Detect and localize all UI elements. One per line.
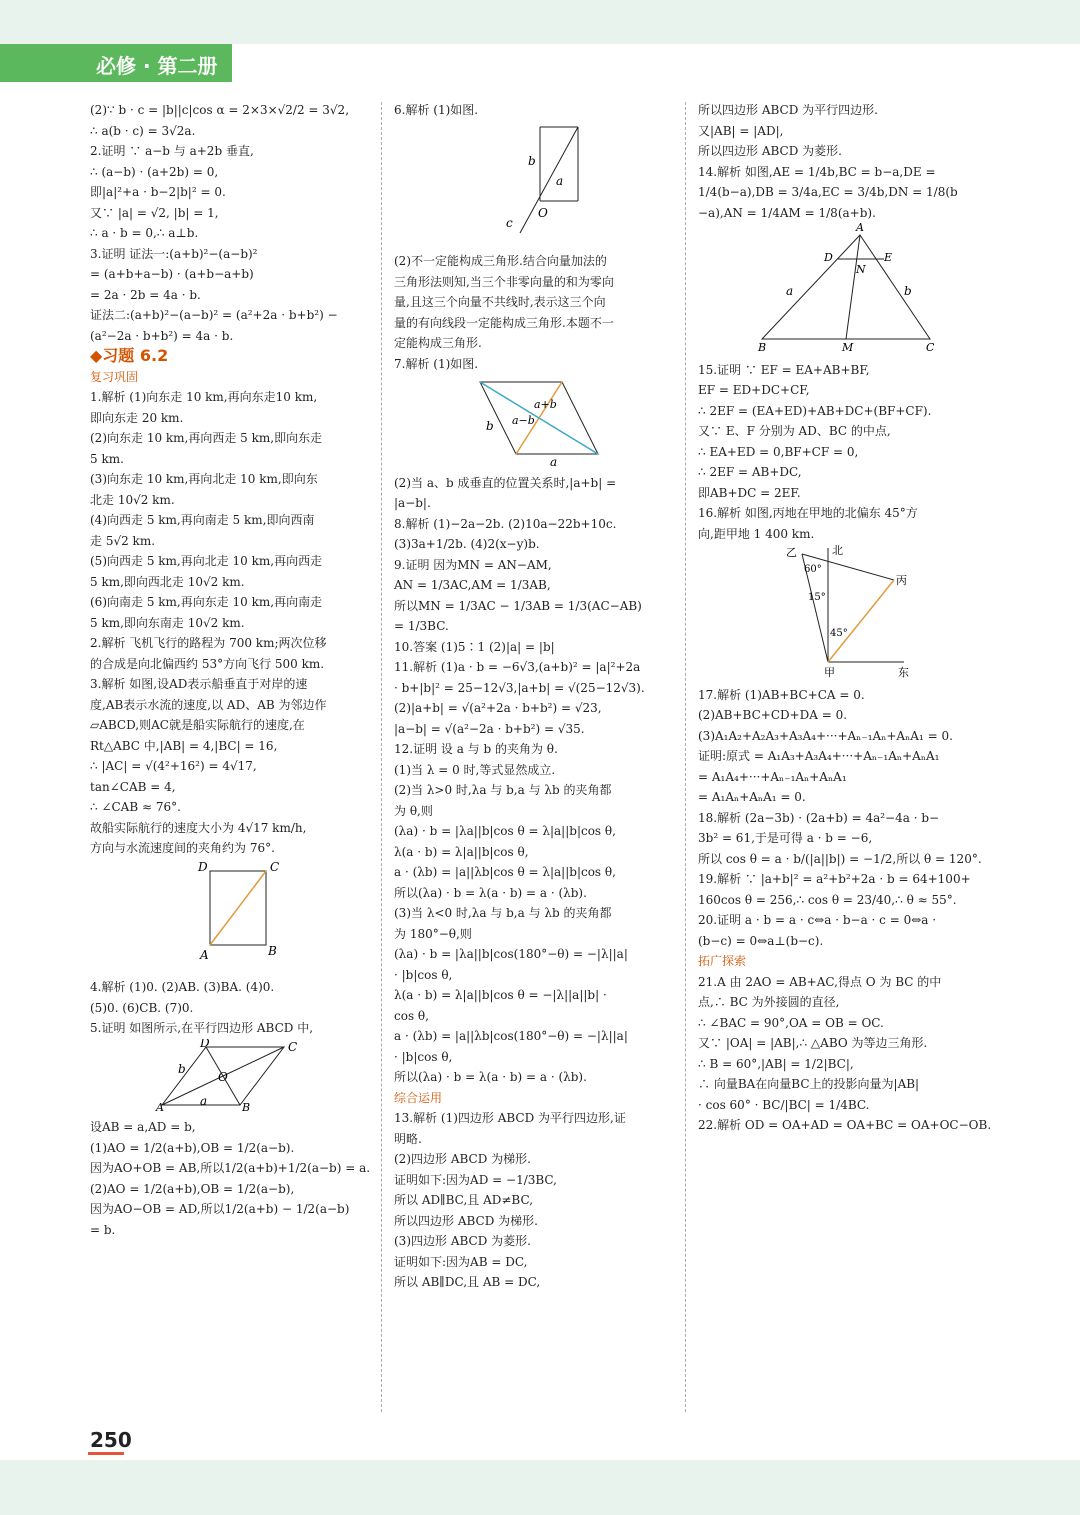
figure-14 [698,223,984,353]
text-line: 13.解析 (1)四边形 ABCD 为平行四边形,证 [394,1111,626,1125]
fig6-c [520,127,578,233]
text-line: · cos 60° · BC/|BC| = 1/4BC. [698,1097,870,1112]
text-line: (1)AO = 1/2(a+b),OB = 1/2(a−b). [90,1140,295,1155]
text-line: (3)四边形 ABCD 为菱形. [394,1234,531,1248]
column-3 [698,100,992,1136]
text-line: 19.解析 ∵ |a+b|² = a²+b²+2a · b = 64+100+ [698,872,971,886]
text-line: ∴ a · b = 0,∴ a⊥b. [90,226,199,240]
text-line: 4.解析 (1)0. (2)AB. (3)BA. (4)0. [90,980,275,994]
text-line: |a−b| = √(a²−2a · b+b²) = √35. [394,721,585,736]
text-line: 5 km. [90,451,124,466]
col2b-lines [394,251,674,374]
text-line: 的合成是向北偏西约 53°方向飞行 500 km. [90,656,325,671]
fig7-label: a [550,455,558,466]
figure-6 [394,121,674,245]
fig5-label: O [218,1069,228,1084]
fig7-label: b [486,419,494,433]
fig5-label: A [156,1100,164,1111]
text-line: ∴ B = 60°,|AB| = 1/2|BC|, [698,1056,854,1071]
text-line: ∴ EA+ED = 0,BF+CF = 0, [698,444,859,459]
text-line: (2)当 a、b 成垂直的位置关系时,|a+b| = [394,475,617,490]
text-line: 方向与水流速度间的夹角约为 76°. [90,841,275,855]
text-line: · |b|cos θ, [394,1049,453,1064]
text-line: (b−c) = 0⇔a⊥(b−c). [698,933,824,948]
column-1 [90,100,371,1240]
text-line: 度,AB表示水流的速度,以 AD、AB 为邻边作 [90,697,327,712]
fig14-label: N [856,263,866,276]
text-line: a · (λb) = |a||λb|cos θ = λ|a||b|cos θ, [394,865,616,879]
text-line: AN = 1/3AC,AM = 1/3AB, [394,578,551,592]
text-line: 所以四边形 ABCD 为平行四边形. [698,103,878,117]
text-line: 复习巩固 [90,369,139,384]
fig5-label: B [242,1100,251,1111]
text-line: EF = ED+DC+CF, [698,383,810,397]
text-line: 故船实际航行的速度大小为 4√17 km/h, [90,820,307,835]
text-line: ∴ 向量BA在向量BC上的投影向量为|AB| [698,1077,920,1091]
fig16-label: 45° [830,628,848,639]
fig6-label: a [556,173,564,188]
text-line: 北走 10√2 km. [90,492,175,507]
col1c-lines [90,1117,371,1240]
text-line: 为 θ,则 [394,803,433,818]
text-line: 1.解析 (1)向东走 10 km,再向东走10 km, [90,390,318,404]
text-line: 22.解析 OD = OA+AD = OA+BC = OA+OC−OB. [698,1118,992,1132]
text-line: 证明:原式 = A₁A₃+A₃A₄+···+Aₙ₋₁Aₙ+AₙA₁ [698,749,940,763]
fig14-label: B [758,341,767,353]
text-line: ▱ABCD,则AC就是船实际航行的速度,在 [90,718,305,732]
text-line: = 1/3BC. [394,619,449,633]
text-line: 证明如下:因为AD = −1/3BC, [394,1172,557,1187]
col1-lines [90,100,368,859]
fig6-label: c [506,215,513,230]
text-line: 160cos θ = 256,∴ cos θ = 23/40,∴ θ ≈ 55°. [698,892,957,907]
text-line: 7.解析 (1)如图. [394,356,479,371]
fig3-diag [210,871,266,945]
text-line: 所以 cos θ = a · b/(|a||b|) = −1/2,所以 θ = 120°. [698,851,982,866]
text-line: tan∠CAB = 4, [90,779,176,794]
text-line: |a−b|. [394,496,431,510]
text-line: (λa) · b = |λa||b|cos θ = λ|a||b|cos θ, [394,824,616,838]
text-line: 9.证明 因为MN = AN−AM, [394,557,552,572]
text-line: 8.解析 (1)−2a−2b. (2)10a−22b+10c. [394,516,617,531]
text-line: (4)向西走 5 km,再向南走 5 km,即向西南 [90,513,315,527]
col2-lines [394,100,674,121]
fig3-label: C [270,859,280,874]
fig3-label: A [200,947,209,962]
fig16-label: 乙 [786,546,797,559]
text-line: (2)四边形 ABCD 为梯形. [394,1152,531,1166]
fig16-label: 60° [804,564,822,575]
text-line: ∴ (a−b) · (a+2b) = 0, [90,164,219,179]
bottom-band [0,1460,1080,1515]
header-title: 必修 · 第二册 [96,54,218,78]
text-line: (2)∵ b · c = |b||c|cos α = 2×3×√2/2 = 3√2, [90,103,350,117]
text-line: 所以MN = 1/3AC − 1/3AB = 1/3(AC−AB) [394,598,642,613]
text-line: (2)向东走 10 km,再向西走 5 km,即向东走 [90,431,323,445]
text-line: 所以 AD∥BC,且 AD≠BC, [394,1193,534,1207]
fig5-label: a [200,1093,208,1108]
text-line: Rt△ABC 中,|AB| = 4,|BC| = 16, [90,738,278,753]
fig16-label: 甲 [824,666,835,678]
text-line: 3.解析 如图,设AD表示船垂直于对岸的速 [90,677,308,691]
text-line: (5)0. (6)CB. (7)0. [90,1000,194,1015]
text-line: 11.解析 (1)a · b = −6√3,(a+b)² = |a|²+2a [394,660,641,674]
fig16-label: 东 [898,666,909,678]
text-line: 证法二:(a+b)²−(a−b)² = (a²+2a · b+b²) − [90,308,338,322]
page-number: 250 [90,1428,132,1452]
text-line: (a²−2a · b+b²) = 4a · b. [90,328,234,343]
text-line: 16.解析 如图,丙地在甲地的北偏东 45°方 [698,506,918,520]
top-band [0,0,1080,44]
fig3-label: D [198,859,208,874]
text-line: 因为AO−OB = AD,所以1/2(a+b) − 1/2(a−b) [90,1202,350,1216]
text-line: 点,∴ BC 为外接圆的直径, [698,995,840,1009]
text-line: a · (λb) = |a||λb|cos(180°−θ) = −|λ||a| [394,1029,628,1043]
text-line: 20.证明 a · b = a · c⇔a · b−a · c = 0⇔a · [698,913,937,927]
text-line: ∴ ∠CAB ≈ 76°. [90,800,181,814]
text-line: 5.证明 如图所示,在平行四边形 ABCD 中, [90,1021,314,1035]
fig6-label: b [528,153,536,168]
text-line: 18.解析 (2a−3b) · (2a+b) = 4a²−4a · b− [698,810,940,825]
column-separator [381,102,382,1412]
text-line: 为 180°−θ,则 [394,926,472,941]
column-separator [685,102,686,1412]
text-line: 21.A 由 2AO = AB+AC,得点 O 为 BC 的中 [698,974,942,989]
text-line: ∴ 2EF = (EA+ED)+AB+DC+(BF+CF). [698,403,932,418]
text-line: 又|AB| = |AD|, [698,123,784,138]
text-line: ∴ |AC| = √(4²+16²) = 4√17, [90,759,257,773]
col3c-lines [698,685,992,1136]
text-line: (2)AO = 1/2(a+b),OB = 1/2(a−b), [90,1181,295,1196]
text-line: 1/4(b−a),DB = 3/4a,EC = 3/4b,DN = 1/8(b [698,185,958,199]
text-line: 所以四边形 ABCD 为梯形. [394,1213,538,1228]
text-line: 2.解析 飞机飞行的路程为 700 km;两次位移 [90,636,327,650]
text-line: ∴ ∠BAC = 90°,OA = OB = OC. [698,1015,884,1030]
text-line: 所以(λa) · b = λ(a · b) = a · (λb). [394,1070,587,1084]
text-line: 12.证明 设 a 与 b 的夹角为 θ. [394,742,558,756]
fig16-label: 15° [808,592,826,603]
fig14-AM [846,235,860,339]
text-line: (2)当 λ>0 时,λa 与 b,a 与 λb 的夹角都 [394,783,612,797]
text-line: = A₁Aₙ+AₙA₁ = 0. [698,790,806,804]
text-line: 向,距甲地 1 400 km. [698,526,815,541]
text-line: (5)向西走 5 km,再向北走 10 km,再向西走 [90,554,323,568]
text-line: 10.答案 (1)5∶1 (2)|a| = |b| [394,639,555,654]
text-line: (1)当 λ = 0 时,等式显然成立. [394,762,556,777]
text-line: λ(a · b) = λ|a||b|cos θ, [394,844,529,859]
figure-5 [90,1039,368,1111]
text-line: 5 km,即向东南走 10√2 km. [90,615,245,630]
page-number-underline [88,1452,124,1455]
text-line: = 2a · 2b = 4a · b. [90,287,201,302]
text-line: 拓广探索 [698,954,747,968]
text-line: 5 km,即向西北走 10√2 km. [90,574,245,589]
text-line: 17.解析 (1)AB+BC+CA = 0. [698,687,865,702]
text-line: 量,且这三个向量不共线时,表示这三个向 [394,295,606,309]
column-2 [394,100,674,1293]
text-line: 所以 AB∥DC,且 AB = DC, [394,1275,541,1289]
fig6-label: O [538,205,548,220]
text-line: 走 5√2 km. [90,533,156,548]
text-line: 明略. [394,1131,422,1146]
text-line: 即向东走 20 km. [90,410,184,425]
text-line: = b. [90,1222,116,1237]
text-line: 三角形法则知,当三个非零向量的和为零向 [394,274,614,289]
fig7-label: a−b [512,414,535,427]
text-line: (2)AB+BC+CD+DA = 0. [698,708,848,722]
text-line: ∴ 2EF = AB+DC, [698,465,802,479]
text-line: λ(a · b) = λ|a||b|cos θ = −|λ||a||b| · [394,988,607,1002]
col3-lines [698,100,984,223]
fig14-label: a [786,284,794,298]
text-line: (2)不一定能构成三角形.结合向量加法的 [394,254,607,268]
text-line: 即AB+DC = 2EF. [698,485,801,500]
fig14-label: M [842,341,854,353]
text-line: −a),AN = 1/4AM = 1/8(a+b). [698,205,876,220]
text-line: ∴ a(b · c) = 3√2a. [90,123,196,138]
text-line: 综合运用 [394,1090,443,1105]
fig16-label: 北 [832,544,843,557]
col1b-lines [90,977,368,1039]
fig5-label: b [178,1061,186,1076]
text-line: (3)A₁A₂+A₂A₃+A₃A₄+···+Aₙ₋₁Aₙ+AₙA₁ = 0. [698,728,953,743]
text-line: (2)|a+b| = √(a²+2a · b+b²) = √23, [394,701,602,715]
fig16-label: 丙 [896,574,907,587]
text-line: 所以四边形 ABCD 为菱形. [698,144,842,158]
text-line: = A₁A₄+···+Aₙ₋₁Aₙ+AₙA₁ [698,769,847,784]
col3b-lines [698,360,984,545]
fig14-label: E [884,251,893,264]
text-line: 所以(λa) · b = λ(a · b) = a · (λb). [394,885,587,900]
text-line: cos θ, [394,1008,429,1023]
text-line: (λa) · b = |λa||b|cos(180°−θ) = −|λ||a| [394,947,628,961]
text-line: 15.证明 ∵ EF = EA+AB+BF, [698,362,870,377]
fig7-label: a+b [534,398,557,411]
figure-16 [698,544,984,678]
fig14-label: C [926,341,935,353]
text-line: · b+|b|² = 25−12√3,|a+b| = √(25−12√3). [394,680,645,695]
text-line: (3)当 λ<0 时,λa 与 b,a 与 λb 的夹角都 [394,906,612,920]
text-line: 又∵ |a| = √2, |b| = 1, [90,205,219,220]
col2c-lines [394,473,674,1293]
text-line: 又∵ |OA| = |AB|,∴ △ABO 为等边三角形. [698,1036,928,1050]
text-line: 即|a|²+a · b−2|b|² = 0. [90,185,226,199]
fig5-label: D [200,1038,210,1050]
text-line: = (a+b+a−b) · (a+b−a+b) [90,267,254,281]
text-line: 3b² = 61,于是可得 a · b = −6, [698,831,873,845]
fig14-label: b [904,284,912,298]
text-line: 量的有向线段一定能构成三角形.本题不一 [394,315,614,330]
fig16-jia-bing [828,580,894,662]
text-line: (3)向东走 10 km,再向北走 10 km,即向东 [90,472,318,486]
fig5-label: C [288,1039,298,1054]
figure-7 [394,374,674,466]
figure-3 [90,859,368,971]
text-line: · |b|cos θ, [394,967,453,982]
text-line: 6.解析 (1)如图. [394,103,479,117]
text-line: (6)向南走 5 km,再向东走 10 km,再向南走 [90,595,323,609]
text-line: 定能构成三角形. [394,336,482,350]
header-tab [0,44,232,82]
text-line: 3.证明 证法一:(a+b)²−(a−b)² [90,246,258,261]
fig3-label: B [268,943,277,958]
text-line: 因为AO+OB = AB,所以1/2(a+b)+1/2(a−b) = a. [90,1161,371,1175]
text-line: 2.证明 ∵ a−b 与 a+2b 垂直, [90,144,254,158]
text-line: (3)3a+1/2b. (4)2(x−y)b. [394,537,540,551]
text-line: 又∵ E、F 分别为 AD、BC 的中点, [698,424,891,438]
fig14-label: A [856,223,864,234]
text-line: 设AB = a,AD = b, [90,1120,196,1134]
text-line: ◆习题 6.2 [90,346,169,365]
text-line: 14.解析 如图,AE = 1/4b,BC = b−a,DE = [698,164,936,179]
text-line: 证明如下:因为AB = DC, [394,1254,528,1269]
fig14-label: D [824,251,833,264]
